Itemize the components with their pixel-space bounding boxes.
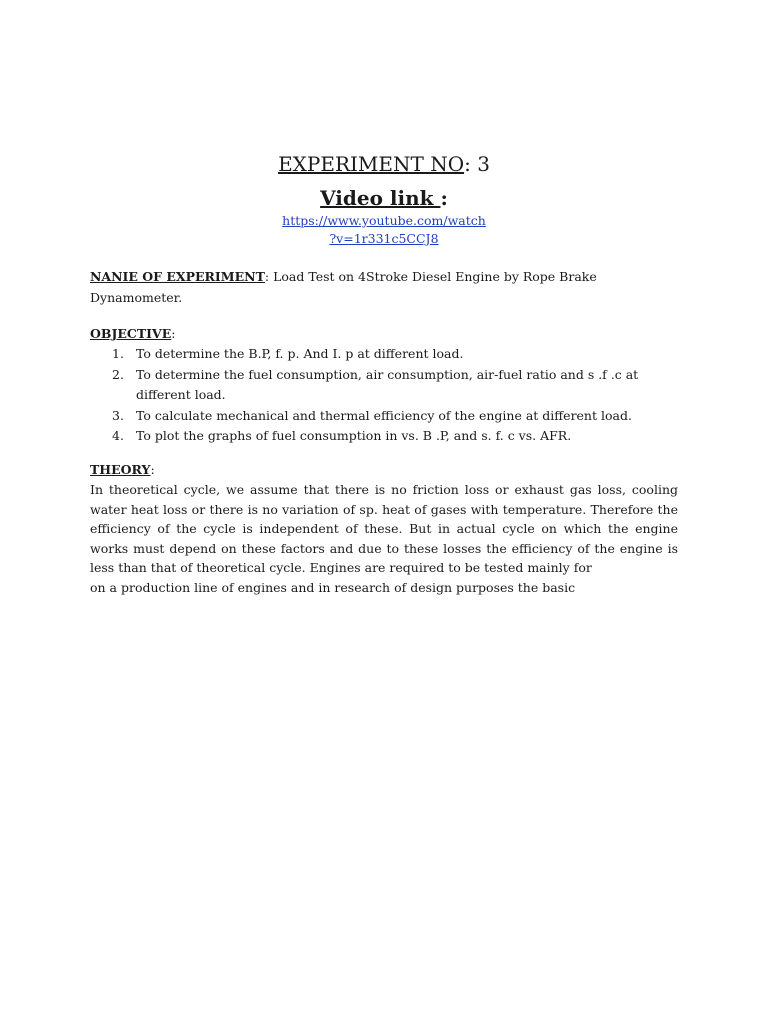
experiment-name-label: NANIE OF EXPERIMENT bbox=[90, 269, 265, 284]
objective-separator: : bbox=[171, 326, 176, 341]
objective-item-number: 1. bbox=[112, 346, 124, 361]
objective-item-number: 4. bbox=[112, 428, 124, 443]
objective-list bbox=[90, 344, 678, 447]
theory-paragraph-text: In theoretical cycle, we assume that there is no friction loss or exhaust gas loss, cooling water heat loss or there is no variation of sp. heat of gases with temperature. Therefore the efficiency of the cycle is independent of these. But in actual cycle on which the engine works must depend on these factors and due to these losses the efficiency of the engine is less than that of theoretical cycle. Engines are required to be tested mainly for bbox=[90, 482, 678, 575]
experiment-number: 3 bbox=[470, 152, 490, 176]
theory-paragraph bbox=[90, 480, 678, 597]
theory-paragraph-last-line: on a production line of engines and in research of design purposes the basic bbox=[90, 579, 576, 595]
objective-label: OBJECTIVE bbox=[90, 326, 172, 341]
objective-item-text: To plot the graphs of fuel consumption in vs. B .P, and s. f. c vs. AFR. bbox=[136, 428, 572, 443]
video-link-separator: : bbox=[440, 186, 448, 210]
experiment-name-section bbox=[90, 267, 678, 308]
theory-heading bbox=[90, 460, 678, 481]
experiment-name-value: Load Test on 4Stroke Diesel Engine by Rope Brake Dynamometer. bbox=[90, 269, 597, 305]
objective-item bbox=[90, 406, 678, 427]
objective-item bbox=[90, 365, 678, 406]
experiment-separator: : bbox=[464, 152, 471, 176]
experiment-label: EXPERIMENT NO bbox=[278, 152, 465, 176]
objective-item-text: To determine the fuel consumption, air consumption, air-fuel ratio and s .f .c at different load. bbox=[136, 366, 639, 402]
objective-heading bbox=[90, 324, 678, 345]
video-link-label: Video link bbox=[320, 186, 441, 210]
objective-item-number: 2. bbox=[112, 366, 124, 382]
video-url-line-1[interactable]: https://www.youtube.com/watch bbox=[282, 213, 486, 228]
objective-item-text: To calculate mechanical and thermal efficiency of the engine at different load. bbox=[136, 407, 632, 423]
objective-item bbox=[90, 426, 678, 447]
video-url-line-2[interactable]: ?v=1r331c5CCJ8 bbox=[329, 231, 439, 246]
experiment-title bbox=[0, 150, 768, 178]
objective-item-text: To determine the B.P, f. p. And I. p at different load. bbox=[136, 346, 464, 361]
video-link-heading bbox=[0, 184, 768, 212]
video-link bbox=[0, 212, 768, 248]
objective-item bbox=[90, 344, 678, 365]
theory-separator: : bbox=[150, 462, 155, 477]
experiment-name-separator: : bbox=[264, 269, 270, 284]
objective-item-number: 3. bbox=[112, 407, 124, 423]
theory-label: THEORY bbox=[90, 462, 151, 477]
